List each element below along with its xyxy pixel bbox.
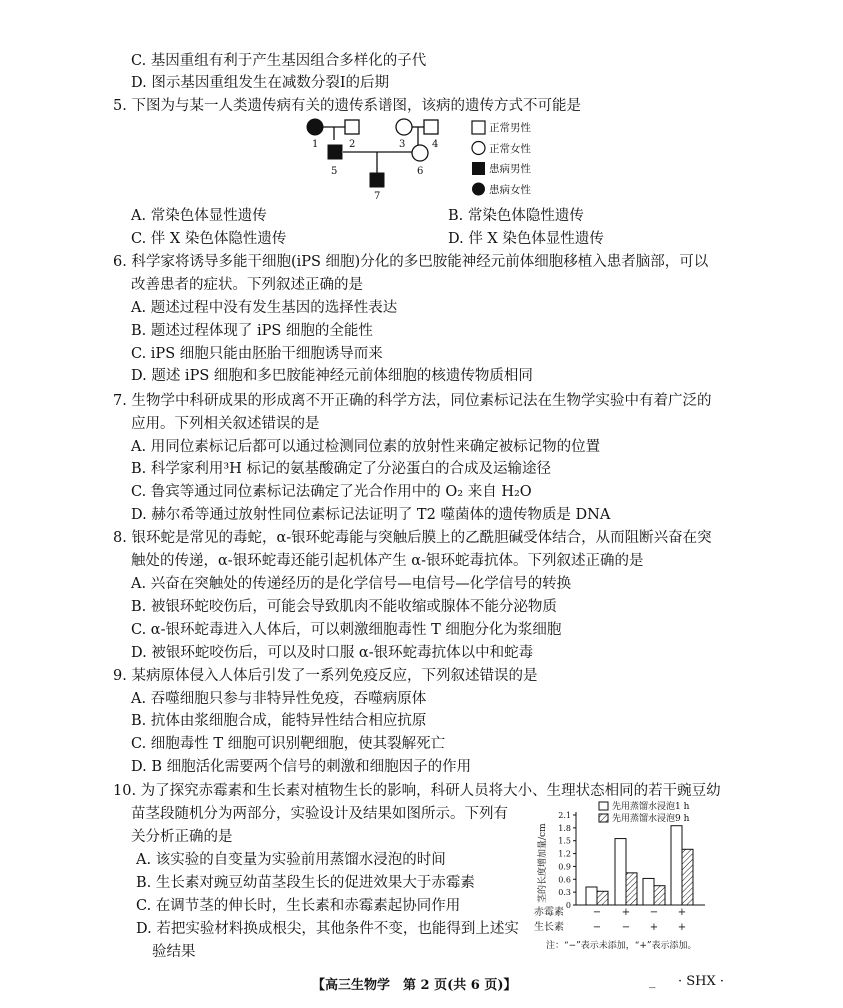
- label-3: 3: [399, 139, 406, 150]
- growth-bar-chart: [533, 798, 743, 958]
- legend-swatch-9h: [599, 814, 608, 822]
- legend-normal-male-icon: [472, 121, 485, 134]
- q9-stem: 9. 某病原体侵入人体后引发了一系列免疫反应，下列叙述错误的是: [113, 668, 538, 684]
- q9-option-a: A. 吞噬细胞只参与非特异性免疫，吞噬病原体: [131, 691, 427, 707]
- treatment-sign: −: [621, 922, 631, 933]
- treatment-sign: +: [621, 907, 631, 918]
- bar-9h-group-1: [597, 891, 608, 905]
- y-tick-label: 0.3: [558, 888, 571, 898]
- y-tick-label: 1.5: [558, 836, 571, 846]
- q7-option-d: D. 赫尔希等通过放射性同位素标记法证明了 T2 噬菌体的遗传物质是 DNA: [131, 507, 611, 523]
- q8-stem-line1: 8. 银环蛇是常见的毒蛇，α-银环蛇毒能与突触后膜上的乙酰胆碱受体结合，从而阻断兴奋在突: [113, 530, 712, 546]
- label-1: 1: [312, 139, 319, 150]
- q5-option-b: B. 常染色体隐性遗传: [448, 208, 584, 224]
- bar-9h-group-2: [626, 873, 637, 905]
- y-tick-label: 0.6: [558, 875, 571, 885]
- y-tick-label: 1.2: [558, 849, 571, 859]
- label-5: 5: [331, 166, 338, 177]
- q7-option-a: A. 用同位素标记后都可以通过检测同位素的放射性来确定被标记物的位置: [131, 439, 601, 455]
- legend-normal-female: 正常女性: [489, 143, 531, 155]
- bar-1h-group-2: [615, 839, 626, 905]
- individual-4-normal-male: [424, 120, 438, 134]
- label-6: 6: [417, 166, 424, 177]
- q10-option-d-line1: D. 若把实验材料换成根尖，其他条件不变，也能得到上述实: [136, 921, 519, 937]
- q6-option-b: B. 题述过程体现了 iPS 细胞的全能性: [131, 323, 373, 339]
- q10-stem-line1: 10. 为了探究赤霉素和生长素对植物生长的影响，科研人员将大小、生理状态相同的若干豌豆幼: [113, 783, 721, 799]
- q4-option-d: D. 图示基因重组发生在减数分裂Ⅰ的后期: [131, 75, 390, 91]
- legend-9h: 先用蒸馏水浸泡9 h: [612, 814, 690, 824]
- treatment-sign: +: [677, 922, 687, 933]
- label-4: 4: [432, 139, 439, 150]
- q5-stem: 5. 下图为与某一人类遗传病有关的遗传系谱图，该病的遗传方式不可能是: [113, 98, 581, 114]
- legend-affected-female-icon: [472, 183, 485, 196]
- q10-stem-line3: 关分析正确的是: [131, 829, 233, 845]
- chart-note: 注：“−”表示未添加，“+”表示添加。: [546, 941, 697, 951]
- individual-6-normal-female: [412, 145, 428, 161]
- q5-option-d: D. 伴 X 染色体显性遗传: [448, 231, 604, 247]
- legend-affected-male: 患病男性: [489, 163, 531, 175]
- legend-1h: 先用蒸馏水浸泡1 h: [612, 802, 690, 812]
- y-tick-label: 2.1: [558, 811, 571, 820]
- footer-code: · SHX ·: [678, 974, 725, 989]
- y-tick-label: 0: [565, 901, 571, 910]
- chart-ylabel: 茎的长度增加量/cm: [538, 823, 548, 903]
- bar-9h-group-3: [654, 886, 665, 905]
- q8-option-b: B. 被银环蛇咬伤后，可能会导致肌肉不能收缩或腺体不能分泌物质: [131, 599, 557, 615]
- q5-option-c: C. 伴 X 染色体隐性遗传: [131, 231, 287, 247]
- individual-1-affected-female: [307, 119, 323, 135]
- q10-option-b: B. 生长素对豌豆幼苗茎段生长的促进效果大于赤霉素: [136, 875, 475, 891]
- q10-option-a: A. 该实验的自变量为实验前用蒸馏水浸泡的时间: [136, 852, 446, 868]
- y-tick-label: 0.9: [558, 862, 571, 872]
- individual-2-normal-male: [345, 120, 359, 134]
- q7-stem-line2: 应用。下列相关叙述错误的是: [131, 416, 320, 432]
- q9-option-b: B. 抗体由浆细胞合成，能特异性结合相应抗原: [131, 713, 427, 729]
- label-2: 2: [349, 139, 356, 150]
- bar-1h-group-3: [643, 878, 654, 905]
- label-7: 7: [374, 191, 381, 202]
- row-label-auxin: 生长素: [534, 922, 564, 933]
- bar-9h-group-4: [682, 849, 693, 905]
- pedigree-diagram: [300, 116, 550, 206]
- legend-normal-male: 正常男性: [489, 122, 531, 134]
- treatment-sign: +: [649, 922, 659, 933]
- q4-option-c: C. 基因重组有利于产生基因组合多样化的子代: [131, 53, 427, 69]
- individual-3-normal-female: [396, 119, 412, 135]
- bar-1h-group-4: [671, 826, 682, 905]
- q8-option-d: D. 被银环蛇咬伤后，可以及时口服 α-银环蛇毒抗体以中和蛇毒: [131, 645, 534, 661]
- q10-option-d-line2: 验结果: [152, 944, 196, 960]
- q6-stem-line2: 改善患者的症状。下列叙述正确的是: [131, 277, 363, 293]
- q10-option-c: C. 在调节茎的伸长时，生长素和赤霉素起协同作用: [136, 898, 461, 914]
- legend-swatch-1h: [599, 802, 608, 810]
- q6-option-a: A. 题述过程中没有发生基因的选择性表达: [131, 300, 398, 316]
- q9-option-d: D. B 细胞活化需要两个信号的刺激和细胞因子的作用: [131, 759, 472, 775]
- q8-stem-line2: 触处的传递，α-银环蛇毒还能引起机体产生 α-银环蛇毒抗体。下列叙述正确的是: [131, 553, 644, 569]
- bar-1h-group-1: [586, 887, 597, 905]
- q7-stem-line1: 7. 生物学中科研成果的形成离不开正确的科学方法，同位素标记法在生物学实验中有着广泛的: [113, 393, 712, 409]
- treatment-sign: +: [677, 907, 687, 918]
- q6-option-d: D. 题述 iPS 细胞和多巴胺能神经元前体细胞的核遗传物质相同: [131, 368, 533, 384]
- q10-stem-line2: 苗茎段随机分为两部分，实验设计及结果如图所示。下列有: [131, 806, 508, 822]
- row-label-gibberellin: 赤霉素: [534, 907, 564, 918]
- footer-dash: _: [649, 974, 656, 989]
- page-footer: [0, 972, 843, 996]
- y-tick-label: 1.8: [558, 823, 571, 833]
- q5-option-a: A. 常染色体显性遗传: [131, 208, 267, 224]
- treatment-sign: −: [649, 907, 659, 918]
- q7-option-c: C. 鲁宾等通过同位素标记法确定了光合作用中的 O₂ 来自 H₂O: [131, 484, 532, 500]
- q6-option-c: C. iPS 细胞只能由胚胎干细胞诱导而来: [131, 346, 383, 362]
- treatment-sign: −: [592, 907, 602, 918]
- legend-affected-male-icon: [472, 162, 485, 175]
- individual-7-affected-male: [370, 173, 384, 187]
- q8-option-a: A. 兴奋在突触处的传递经历的是化学信号—电信号—化学信号的转换: [131, 576, 572, 592]
- legend-affected-female: 患病女性: [489, 184, 531, 196]
- footer-page-info: 【高三生物学 第 2 页(共 6 页)】: [312, 978, 517, 993]
- q7-option-b: B. 科学家利用³H 标记的氨基酸确定了分泌蛋白的合成及运输途径: [131, 461, 551, 477]
- q9-option-c: C. 细胞毒性 T 细胞可识别靶细胞，使其裂解死亡: [131, 736, 446, 752]
- q8-option-c: C. α-银环蛇毒进入人体后，可以刺激细胞毒性 T 细胞分化为浆细胞: [131, 622, 562, 638]
- individual-5-affected-male: [328, 145, 342, 159]
- treatment-sign: −: [592, 922, 602, 933]
- q6-stem-line1: 6. 科学家将诱导多能干细胞(iPS 细胞)分化的多巴胺能神经元前体细胞移植入患者脑部，可以: [113, 254, 709, 270]
- legend-normal-female-icon: [472, 142, 485, 155]
